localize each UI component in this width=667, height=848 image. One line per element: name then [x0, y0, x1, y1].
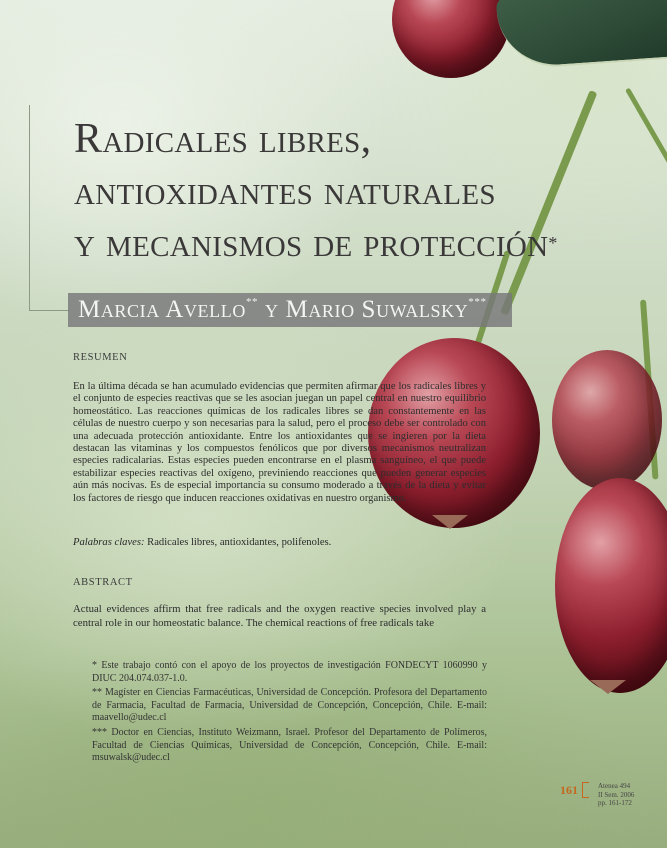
- author-1: Marcia Avello: [78, 296, 246, 323]
- footnote-2: ** Magíster en Ciencias Farmacéuticas, Universidad de Concepción. Profesora del Departamento de Farmacia, Facultad de Farmacia, Universidad de Concepción, Concepción, Chile. E-mail: maavello@udec.cl: [92, 687, 487, 724]
- keywords: [73, 537, 486, 548]
- title-line-2: antioxidantes naturales: [74, 168, 496, 214]
- article-title: [74, 113, 634, 269]
- berry-bottom-right: [555, 478, 667, 693]
- footnote-3: *** Doctor en Ciencias, Instituto Weizmann, Israel. Profesor del Departamento de Polímeros, Facultad de Ciencias Químicas, Universidad de Concepción, Concepción, Chile. E-mail: msuwalsk@udec.cl: [92, 726, 487, 764]
- keywords-text: Radicales libres, antioxidantes, polifenoles.: [147, 537, 332, 548]
- berry-calyx: [590, 680, 626, 694]
- title-footnote-mark: *: [548, 233, 558, 253]
- resumen-text: En la última década se han acumulado evidencias que permiten afirmar que los radicales libres y el conjunto de especies reactivas que se les asocian juegan un papel central en nuestro equilibrio homeostático. Las reacciones químicas de los radicales libres se dan constantemente en las células de nuestro cuerpo y son necesarias para la salud, pero el proceso debe ser controlado con una adecuada protección antioxidante. Entre los antioxidantes que se ingieren por la dieta destacan las vitaminas y los compuestos fenólicos que por diversos mecanismos neutralizan especies radicalarias. Estas especies pueden encontrarse en el plasma sanguíneo, el que puede estabilizar especies reactivas del oxígeno, previniendo reacciones que pueden generar especies aún más nocivas. Es de especial importancia su consumo moderado a través de la dieta y evitar los factores de riesgo que inducen reacciones oxidativas en nuestro organismo.: [73, 381, 486, 504]
- resumen-heading: RESUMEN: [73, 352, 128, 363]
- frame-line: [29, 310, 69, 311]
- berry-right: [552, 350, 662, 490]
- author-2: Mario Suwalsky: [285, 296, 469, 323]
- title-line-1: Radicales libres,: [74, 116, 372, 162]
- author-2-mark: ***: [468, 296, 487, 308]
- author-conjunction: y: [265, 296, 279, 323]
- journal-line-1: Atenea 494: [598, 782, 631, 790]
- title-line-3-text: y mecanismos de protección: [74, 220, 549, 266]
- footnote-1: * Este trabajo contó con el apoyo de los proyectos de investigación FONDECYT 1060990 y DIUC 204.074.037-1.0.: [92, 660, 487, 684]
- abstract-heading: ABSTRACT: [73, 577, 133, 588]
- berry-calyx: [432, 515, 468, 529]
- abstract-text: Actual evidences affirm that free radicals and the oxygen reactive species involved play a central role in our homeostatic balance. The chemical reactions of free radicals take: [73, 603, 486, 629]
- frame-line: [29, 105, 30, 310]
- authors: [78, 296, 508, 324]
- berry-top: [392, 0, 510, 78]
- leaf: [496, 0, 667, 71]
- journal-line-2: II Sem. 2006: [598, 790, 635, 799]
- journal-info: [598, 782, 634, 808]
- journal-line-3: pp. 161-172: [598, 799, 632, 808]
- footnotes: [92, 660, 487, 767]
- title-line-3: [74, 217, 634, 269]
- keywords-label: Palabras claves:: [73, 537, 145, 548]
- author-1-mark: **: [245, 296, 259, 308]
- folio-bracket: [582, 782, 589, 798]
- page-number: 161: [560, 783, 578, 797]
